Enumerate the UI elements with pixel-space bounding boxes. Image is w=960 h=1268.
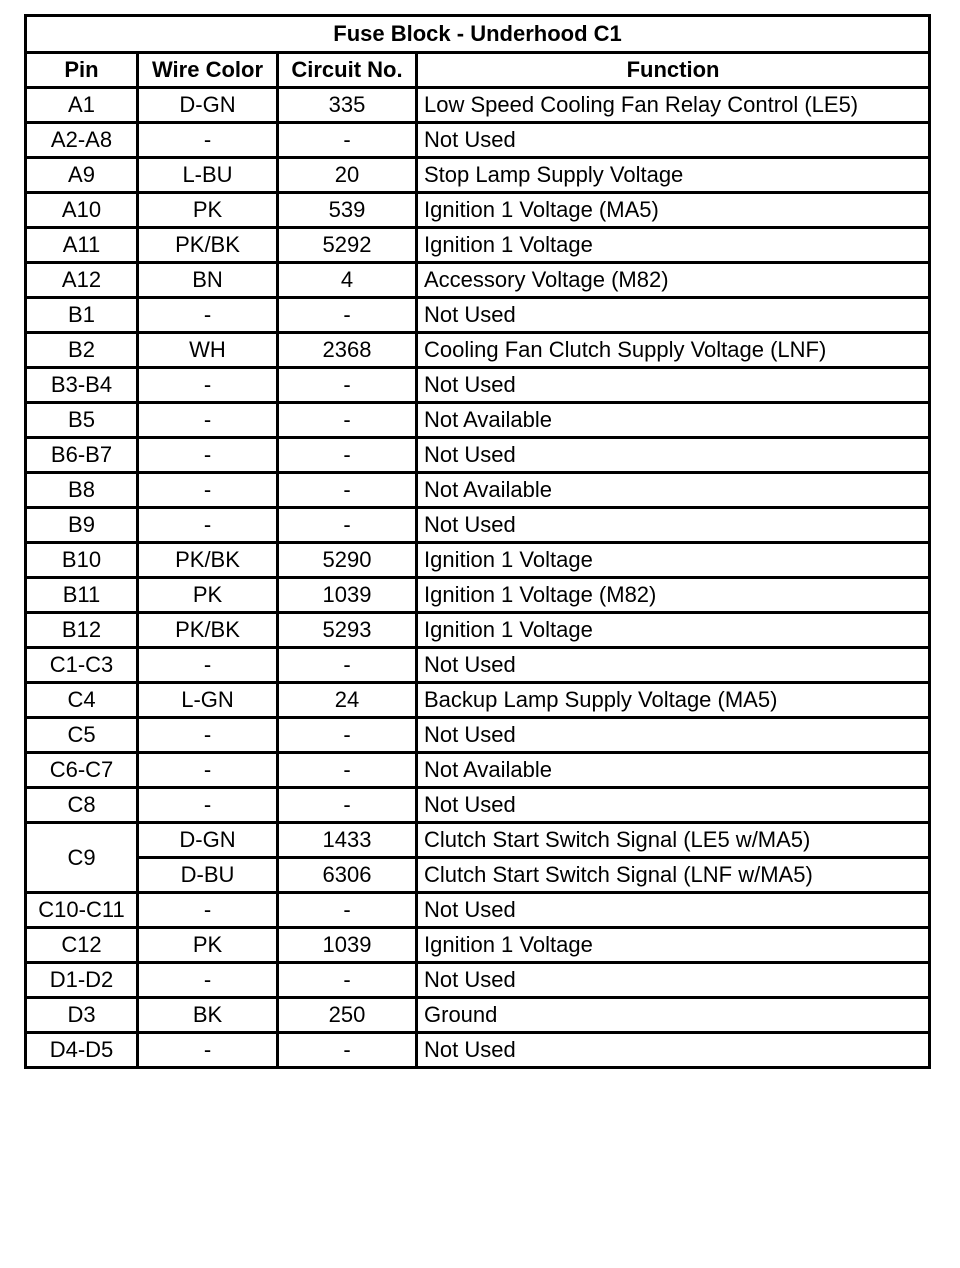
function-cell: Not Used [417, 298, 930, 333]
pin-cell: C12 [26, 928, 138, 963]
table-row [26, 88, 930, 123]
pin-cell: C5 [26, 718, 138, 753]
pin-cell: D1-D2 [26, 963, 138, 998]
header-function: Function [417, 53, 930, 88]
circuit-cell: 539 [278, 193, 417, 228]
pin-cell: B10 [26, 543, 138, 578]
circuit-cell: 24 [278, 683, 417, 718]
title-row [26, 16, 930, 53]
wire-color-cell: L-GN [138, 683, 278, 718]
wire-color-cell: PK [138, 928, 278, 963]
table-row [26, 228, 930, 263]
pin-cell: A1 [26, 88, 138, 123]
circuit-cell: 5293 [278, 613, 417, 648]
circuit-cell: 250 [278, 998, 417, 1033]
function-cell: Not Used [417, 438, 930, 473]
circuit-cell: - [278, 473, 417, 508]
wire-color-cell: D-BU [138, 858, 278, 893]
function-cell: Not Available [417, 473, 930, 508]
function-cell: Ground [417, 998, 930, 1033]
header-circuit-no: Circuit No. [278, 53, 417, 88]
table-row [26, 438, 930, 473]
wire-color-cell: PK/BK [138, 543, 278, 578]
pin-cell: B2 [26, 333, 138, 368]
function-cell: Not Used [417, 963, 930, 998]
pin-cell: C6-C7 [26, 753, 138, 788]
pin-cell: D3 [26, 998, 138, 1033]
pin-cell: A11 [26, 228, 138, 263]
wire-color-cell: - [138, 438, 278, 473]
function-cell: Ignition 1 Voltage (M82) [417, 578, 930, 613]
function-cell: Not Used [417, 508, 930, 543]
table-title: Fuse Block - Underhood C1 [26, 16, 930, 53]
function-cell: Not Used [417, 1033, 930, 1068]
circuit-cell: - [278, 1033, 417, 1068]
pin-cell: B12 [26, 613, 138, 648]
table-row [26, 193, 930, 228]
circuit-cell: - [278, 508, 417, 543]
pin-cell: A10 [26, 193, 138, 228]
function-cell: Ignition 1 Voltage [417, 228, 930, 263]
table-row [26, 298, 930, 333]
wire-color-cell: - [138, 298, 278, 333]
table-row [26, 368, 930, 403]
pin-cell: C4 [26, 683, 138, 718]
table-row [26, 333, 930, 368]
table-row [26, 263, 930, 298]
wire-color-cell: - [138, 893, 278, 928]
wire-color-cell: PK [138, 578, 278, 613]
wire-color-cell: - [138, 368, 278, 403]
pin-cell: B11 [26, 578, 138, 613]
wire-color-cell: D-GN [138, 823, 278, 858]
circuit-cell: - [278, 753, 417, 788]
pin-cell: B3-B4 [26, 368, 138, 403]
table-row [26, 473, 930, 508]
circuit-cell: 5290 [278, 543, 417, 578]
wire-color-cell: - [138, 123, 278, 158]
wire-color-cell: PK/BK [138, 228, 278, 263]
circuit-cell: - [278, 403, 417, 438]
wire-color-cell: - [138, 508, 278, 543]
pin-cell: C1-C3 [26, 648, 138, 683]
function-cell: Stop Lamp Supply Voltage [417, 158, 930, 193]
table-row [26, 508, 930, 543]
wire-color-cell: PK [138, 193, 278, 228]
function-cell: Clutch Start Switch Signal (LNF w/MA5) [417, 858, 930, 893]
circuit-cell: - [278, 963, 417, 998]
circuit-cell: 1039 [278, 928, 417, 963]
circuit-cell: 1039 [278, 578, 417, 613]
pin-cell: A12 [26, 263, 138, 298]
pin-cell: D4-D5 [26, 1033, 138, 1068]
circuit-cell: - [278, 368, 417, 403]
function-cell: Not Available [417, 753, 930, 788]
pin-cell: C10-C11 [26, 893, 138, 928]
table-row [26, 648, 930, 683]
table-row [26, 718, 930, 753]
wire-color-cell: D-GN [138, 88, 278, 123]
table-row [26, 823, 930, 858]
pin-cell: B9 [26, 508, 138, 543]
function-cell: Accessory Voltage (M82) [417, 263, 930, 298]
wire-color-cell: L-BU [138, 158, 278, 193]
function-cell: Ignition 1 Voltage [417, 613, 930, 648]
pin-cell: C8 [26, 788, 138, 823]
circuit-cell: - [278, 893, 417, 928]
table-row [26, 998, 930, 1033]
function-cell: Clutch Start Switch Signal (LE5 w/MA5) [417, 823, 930, 858]
function-cell: Not Available [417, 403, 930, 438]
header-row [26, 53, 930, 88]
wire-color-cell: - [138, 473, 278, 508]
function-cell: Ignition 1 Voltage [417, 928, 930, 963]
wire-color-cell: PK/BK [138, 613, 278, 648]
wire-color-cell: - [138, 718, 278, 753]
header-wire-color: Wire Color [138, 53, 278, 88]
table-row [26, 158, 930, 193]
table-row [26, 543, 930, 578]
circuit-cell: 5292 [278, 228, 417, 263]
circuit-cell: 4 [278, 263, 417, 298]
function-cell: Not Used [417, 893, 930, 928]
table-row [26, 928, 930, 963]
table-row [26, 578, 930, 613]
table-row [26, 893, 930, 928]
circuit-cell: 1433 [278, 823, 417, 858]
pin-cell: A2-A8 [26, 123, 138, 158]
circuit-cell: 20 [278, 158, 417, 193]
circuit-cell: - [278, 123, 417, 158]
function-cell: Low Speed Cooling Fan Relay Control (LE5) [417, 88, 930, 123]
function-cell: Not Used [417, 648, 930, 683]
circuit-cell: - [278, 718, 417, 753]
fuse-block-pinout-table [24, 14, 931, 1069]
table-row [26, 963, 930, 998]
function-cell: Not Used [417, 123, 930, 158]
circuit-cell: - [278, 438, 417, 473]
wire-color-cell: BN [138, 263, 278, 298]
function-cell: Cooling Fan Clutch Supply Voltage (LNF) [417, 333, 930, 368]
circuit-cell: 6306 [278, 858, 417, 893]
function-cell: Not Used [417, 368, 930, 403]
wire-color-cell: - [138, 648, 278, 683]
wire-color-cell: BK [138, 998, 278, 1033]
header-pin: Pin [26, 53, 138, 88]
function-cell: Backup Lamp Supply Voltage (MA5) [417, 683, 930, 718]
table-row [26, 858, 930, 893]
table-row [26, 613, 930, 648]
wire-color-cell: WH [138, 333, 278, 368]
function-cell: Not Used [417, 788, 930, 823]
table-row [26, 683, 930, 718]
circuit-cell: - [278, 298, 417, 333]
function-cell: Ignition 1 Voltage (MA5) [417, 193, 930, 228]
circuit-cell: 335 [278, 88, 417, 123]
wire-color-cell: - [138, 1033, 278, 1068]
table-row [26, 753, 930, 788]
circuit-cell: - [278, 648, 417, 683]
function-cell: Not Used [417, 718, 930, 753]
circuit-cell: - [278, 788, 417, 823]
circuit-cell: 2368 [278, 333, 417, 368]
pin-cell: B5 [26, 403, 138, 438]
table-row [26, 1033, 930, 1068]
table-row [26, 403, 930, 438]
wire-color-cell: - [138, 963, 278, 998]
table-row [26, 788, 930, 823]
pin-cell: B8 [26, 473, 138, 508]
wire-color-cell: - [138, 403, 278, 438]
pin-cell: C9 [26, 823, 138, 893]
pin-cell: B1 [26, 298, 138, 333]
table-row [26, 123, 930, 158]
wire-color-cell: - [138, 788, 278, 823]
function-cell: Ignition 1 Voltage [417, 543, 930, 578]
pin-cell: A9 [26, 158, 138, 193]
wire-color-cell: - [138, 753, 278, 788]
pin-cell: B6-B7 [26, 438, 138, 473]
